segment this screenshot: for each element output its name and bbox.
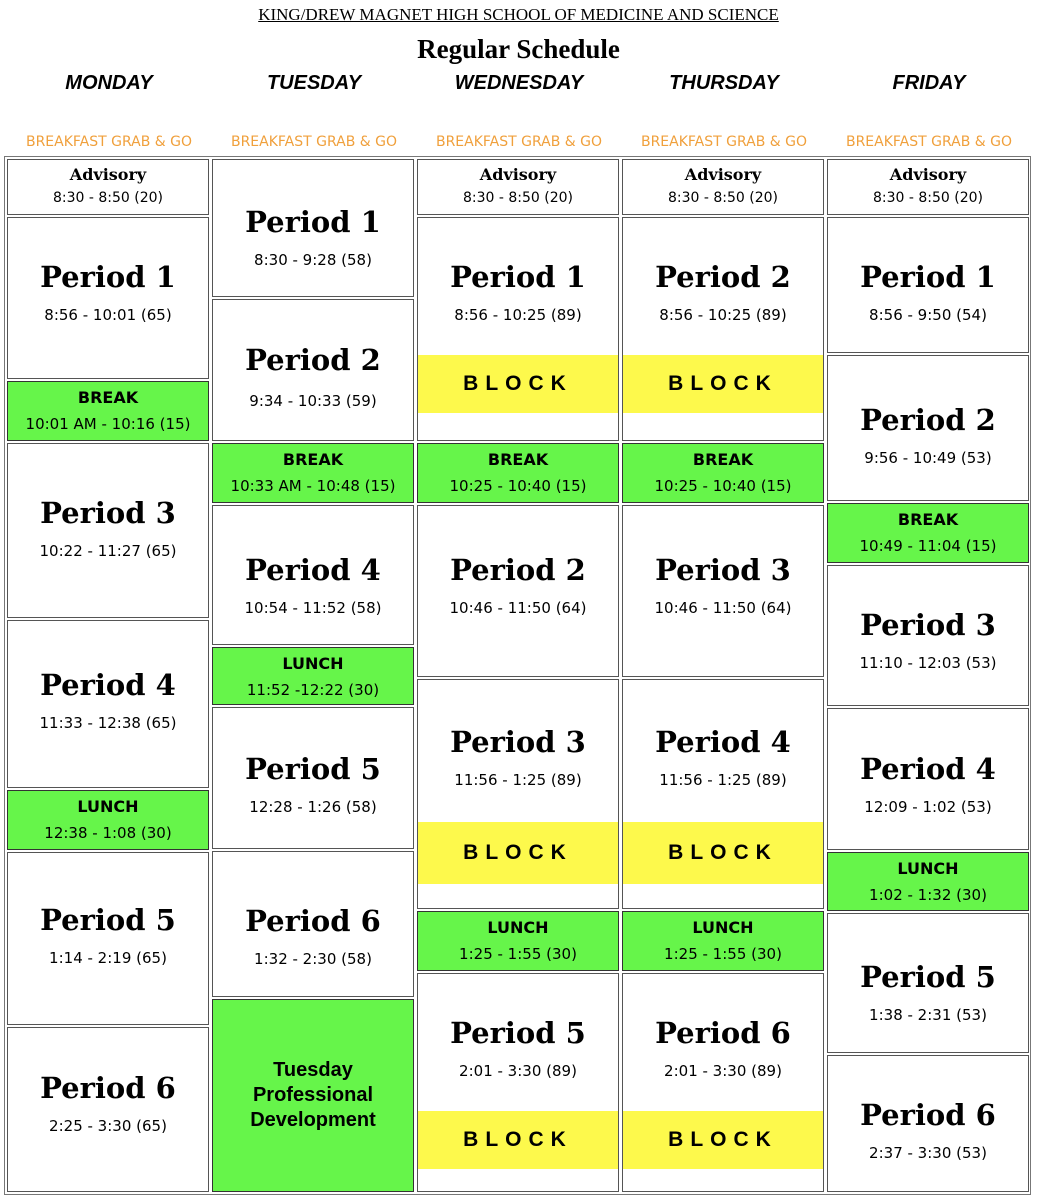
period-name: Period 4 [860, 752, 996, 786]
thursday-period-3 [622, 505, 824, 677]
friday-break [827, 503, 1029, 563]
period-name: Period 1 [245, 205, 381, 239]
block-time: 8:30 - 8:50 (20) [667, 190, 779, 206]
block-label: BLOCK [668, 372, 778, 395]
school-name: KING/DREW MAGNET HIGH SCHOOL OF MEDICINE AND SCIENCE [258, 5, 779, 24]
monday-period-1 [7, 217, 209, 379]
period-time: 8:56 - 9:50 (54) [869, 306, 987, 324]
friday-advisory [827, 159, 1029, 215]
wednesday-advisory [417, 159, 619, 215]
period-name: Period 4 [655, 725, 791, 759]
breakfast-label-monday: BREAKFAST GRAB & GO [25, 134, 193, 150]
wednesday-period-3 [417, 679, 619, 909]
period-name: Period 2 [860, 403, 996, 437]
block-label: BLOCK [668, 841, 778, 864]
period-name: Period 1 [860, 260, 996, 294]
break-time: 10:33 AM - 10:48 (15) [230, 477, 396, 495]
thursday-period-4 [622, 679, 824, 909]
day-wednesday: WEDNESDAY [454, 72, 584, 94]
block-name: Advisory [889, 165, 967, 184]
wednesday-lunch [417, 911, 619, 971]
period-time: 11:56 - 1:25 (89) [659, 771, 787, 789]
block-label: BLOCK [668, 1128, 778, 1151]
break-time: 10:25 - 10:40 (15) [654, 477, 792, 495]
tuesday-period-1 [212, 159, 414, 297]
period-time: 9:56 - 10:49 (53) [864, 449, 992, 467]
thursday-period-6 [622, 973, 824, 1192]
breakfast-label-tuesday: BREAKFAST GRAB & GO [230, 134, 398, 150]
friday-period-4 [827, 708, 1029, 850]
break-name: BREAK [692, 450, 754, 469]
lunch-name: LUNCH [487, 918, 549, 937]
thursday-period-2 [622, 217, 824, 441]
period-time: 12:09 - 1:02 (53) [864, 798, 992, 816]
lunch-time: 1:25 - 1:55 (30) [664, 945, 782, 963]
monday-period-5 [7, 852, 209, 1025]
block-bar [418, 822, 618, 884]
friday-lunch [827, 852, 1029, 911]
break-name: BREAK [487, 450, 549, 469]
period-time: 8:56 - 10:01 (65) [44, 306, 172, 324]
block-bar [623, 822, 823, 884]
thursday-advisory [622, 159, 824, 215]
friday-period-1 [827, 217, 1029, 353]
tuesday-period-4 [212, 505, 414, 645]
tuesday-period-6 [212, 851, 414, 997]
wednesday-period-1 [417, 217, 619, 441]
thursday-lunch [622, 911, 824, 971]
period-time: 10:54 - 11:52 (58) [244, 599, 382, 617]
breakfast-label-friday: BREAKFAST GRAB & GO [845, 134, 1013, 150]
period-time: 2:37 - 3:30 (53) [869, 1144, 987, 1162]
period-time: 8:56 - 10:25 (89) [659, 306, 787, 324]
monday-advisory [7, 159, 209, 215]
break-time: 10:01 AM - 10:16 (15) [25, 415, 191, 433]
period-name: Period 5 [450, 1016, 586, 1050]
lunch-time: 1:02 - 1:32 (30) [869, 886, 987, 904]
period-name: Period 6 [40, 1071, 176, 1105]
period-time: 11:33 - 12:38 (65) [39, 714, 177, 732]
friday-period-2 [827, 355, 1029, 501]
period-name: Period 3 [655, 553, 791, 587]
friday-period-5 [827, 913, 1029, 1053]
breakfast-label-thursday: BREAKFAST GRAB & GO [640, 134, 808, 150]
break-time: 10:49 - 11:04 (15) [859, 537, 997, 555]
period-time: 10:46 - 11:50 (64) [654, 599, 792, 617]
wednesday-period-5 [417, 973, 619, 1192]
wednesday-break [417, 443, 619, 503]
day-friday: FRIDAY [892, 72, 966, 94]
wednesday-period-2 [417, 505, 619, 677]
break-name: BREAK [77, 388, 139, 407]
period-name: Period 3 [450, 725, 586, 759]
period-time: 1:14 - 2:19 (65) [49, 949, 167, 967]
period-name: Period 4 [245, 553, 381, 587]
break-name: BREAK [897, 510, 959, 529]
period-name: Period 6 [860, 1098, 996, 1132]
period-name: Period 6 [655, 1016, 791, 1050]
period-name: Period 1 [40, 260, 176, 294]
lunch-time: 1:25 - 1:55 (30) [459, 945, 577, 963]
period-time: 9:34 - 10:33 (59) [249, 392, 377, 410]
break-name: BREAK [282, 450, 344, 469]
period-time: 2:25 - 3:30 (65) [49, 1117, 167, 1135]
period-name: Period 4 [40, 668, 176, 702]
monday-lunch [7, 790, 209, 850]
block-label: BLOCK [463, 372, 573, 395]
period-time: 10:46 - 11:50 (64) [449, 599, 587, 617]
lunch-time: 12:38 - 1:08 (30) [44, 824, 172, 842]
tuesday-lunch [212, 647, 414, 705]
lunch-name: LUNCH [77, 797, 139, 816]
monday-break [7, 381, 209, 441]
block-time: 8:30 - 8:50 (20) [462, 190, 574, 206]
break-time: 10:25 - 10:40 (15) [449, 477, 587, 495]
monday-period-6 [7, 1027, 209, 1192]
block-bar [623, 355, 823, 413]
period-name: Period 1 [450, 260, 586, 294]
period-time: 1:38 - 2:31 (53) [869, 1006, 987, 1024]
block-bar [418, 355, 618, 413]
period-name: Period 2 [450, 553, 586, 587]
period-time: 11:56 - 1:25 (89) [454, 771, 582, 789]
block-name: Advisory [684, 165, 762, 184]
period-time: 8:30 - 9:28 (58) [254, 251, 372, 269]
period-time: 11:10 - 12:03 (53) [859, 654, 997, 672]
day-tuesday: TUESDAY [266, 72, 362, 94]
lunch-time: 11:52 -12:22 (30) [246, 681, 380, 699]
period-name: Period 6 [245, 904, 381, 938]
block-name: Advisory [479, 165, 557, 184]
period-name: Period 3 [40, 496, 176, 530]
friday-period-3 [827, 565, 1029, 706]
period-name: Period 3 [860, 608, 996, 642]
block-bar [623, 1111, 823, 1169]
monday-period-3 [7, 443, 209, 618]
day-monday: MONDAY [65, 72, 153, 94]
friday-period-6 [827, 1055, 1029, 1192]
period-time: 8:56 - 10:25 (89) [454, 306, 582, 324]
period-name: Period 5 [860, 960, 996, 994]
block-name: Advisory [69, 165, 147, 184]
period-name: Period 2 [655, 260, 791, 294]
period-time: 2:01 - 3:30 (89) [459, 1062, 577, 1080]
period-name: Period 5 [40, 903, 176, 937]
period-name: Period 5 [245, 752, 381, 786]
thursday-break [622, 443, 824, 503]
professional-development-label [213, 1058, 413, 1133]
breakfast-label-wednesday: BREAKFAST GRAB & GO [435, 134, 603, 150]
lunch-name: LUNCH [897, 859, 959, 878]
period-time: 2:01 - 3:30 (89) [664, 1062, 782, 1080]
tuesday-break [212, 443, 414, 503]
period-name: Period 2 [245, 343, 381, 377]
lunch-name: LUNCH [692, 918, 754, 937]
pd-line-2: Professional [252, 1084, 374, 1106]
lunch-name: LUNCH [282, 654, 344, 673]
period-time: 10:22 - 11:27 (65) [39, 542, 177, 560]
pd-line-3: Development [250, 1109, 376, 1131]
block-bar [418, 1111, 618, 1169]
monday-period-4 [7, 620, 209, 788]
tuesday-professional-development [212, 999, 414, 1192]
pd-line-1: Tuesday [273, 1059, 353, 1081]
period-time: 1:32 - 2:30 (58) [254, 950, 372, 968]
tuesday-period-2 [212, 299, 414, 441]
schedule-title: Regular Schedule [417, 34, 620, 64]
block-label: BLOCK [463, 1128, 573, 1151]
block-time: 8:30 - 8:50 (20) [52, 190, 164, 206]
block-time: 8:30 - 8:50 (20) [872, 190, 984, 206]
day-thursday: THURSDAY [669, 72, 779, 94]
tuesday-period-5 [212, 707, 414, 849]
period-time: 12:28 - 1:26 (58) [249, 798, 377, 816]
block-label: BLOCK [463, 841, 573, 864]
